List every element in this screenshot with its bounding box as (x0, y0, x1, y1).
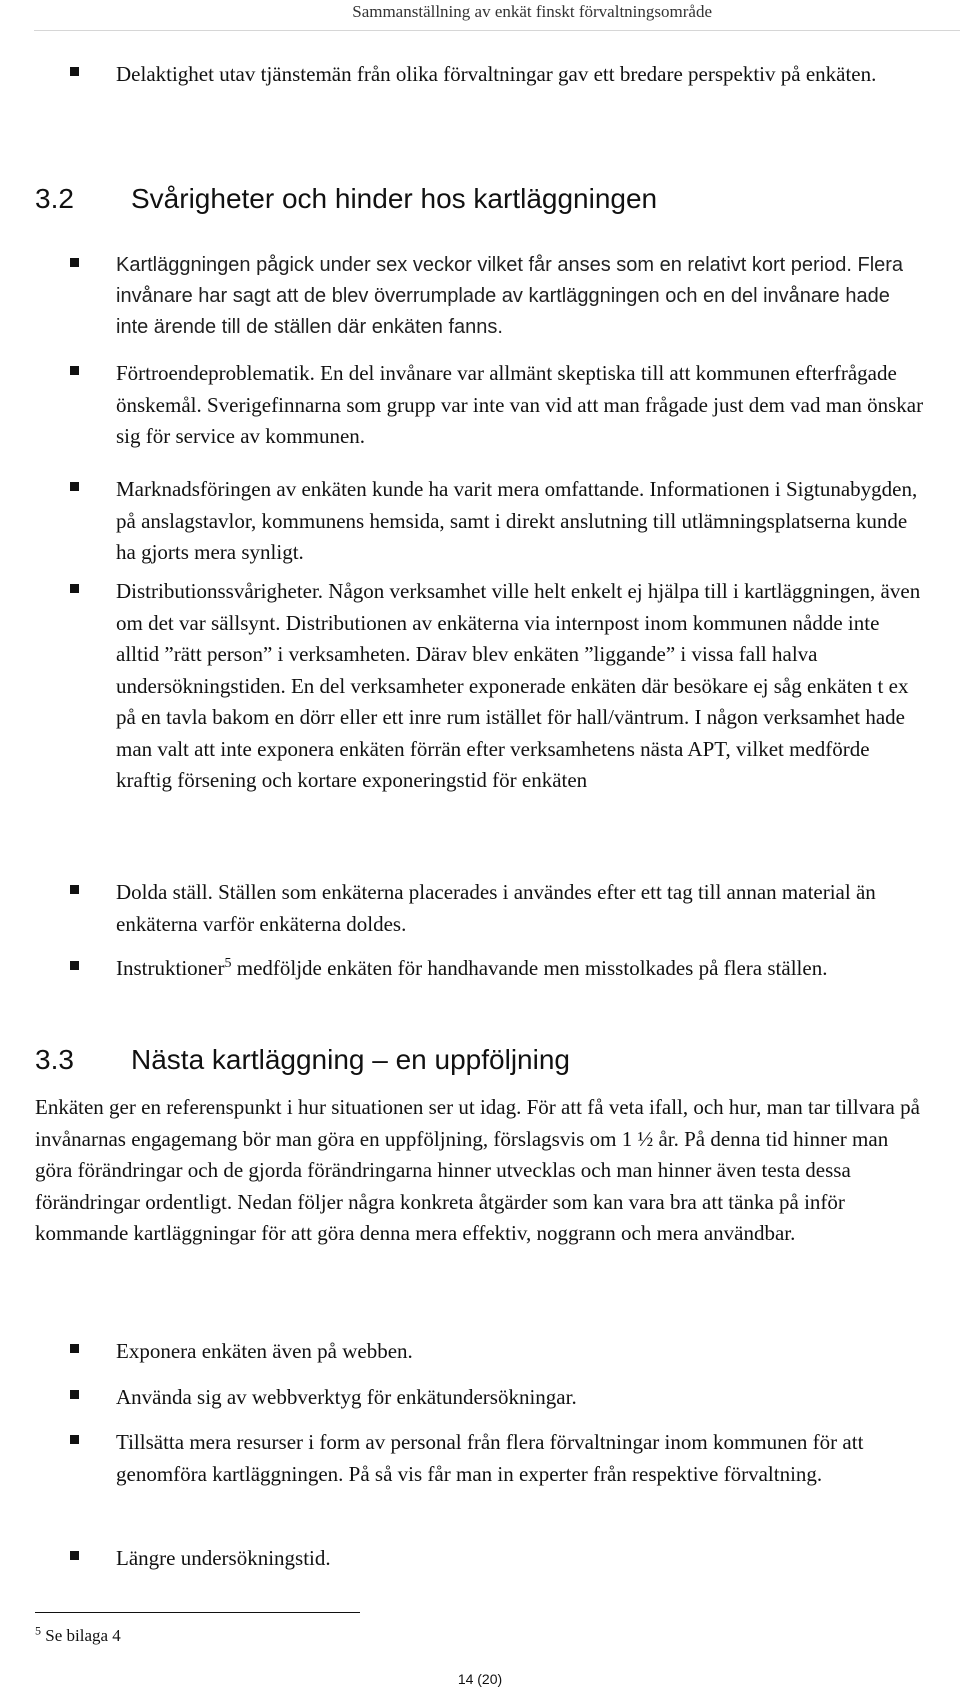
bullet-text-part: Instruktioner (116, 956, 225, 980)
bullet-marker (70, 1390, 79, 1399)
section-number: 3.2 (35, 183, 74, 214)
intro-bullet-text: Delaktighet utav tjänstemän från olika förvaltningar gav ett bredare perspektiv på enkäten. (116, 62, 877, 86)
bullet-marker (70, 482, 79, 491)
bullet-text: Använda sig av webbverktyg för enkätundersökningar. (116, 1385, 577, 1409)
bullet-marker (70, 885, 79, 894)
bullet-marker (70, 1551, 79, 1560)
running-header: Sammanställning av enkät finskt förvaltningsområde (352, 2, 712, 21)
page-number: 14 (20) (457, 1671, 503, 1687)
bullet-text: Marknadsföringen av enkäten kunde ha varit mera omfattande. Informationen i Sigtunabygden, på anslagstavlor, kommunens hemsida, samt i direkt anslutning till utlämningsplatserna kunde ha gjorts mera synligt. (116, 477, 918, 564)
body-paragraph: Enkäten ger en referenspunkt i hur situationen ser ut idag. För att få veta ifall, och hur, man tar tillvara på invånarnas engagemang bör man göra en uppföljning, förslagsvis om 1 ½ år. På denna tid hinner man göra förändringar och de gjorda förändringarna hinner utvecklas och man hinner även testa dessa förändringar ordentligt. Nedan följer några konkreta åtgärder som kan vara bra att tänka på inför kommande kartläggningar för att göra denna mera effektiv, noggrann och mera användbar. (35, 1095, 920, 1245)
header-rule (34, 30, 960, 31)
section-number: 3.3 (35, 1044, 74, 1075)
bullet-marker (70, 961, 79, 970)
bullet-text: Längre undersökningstid. (116, 1546, 331, 1570)
bullet-text: Förtroendeproblematik. En del invånare var allmänt skeptiska till att kommunen efterfrågade önskemål. Sverigefinnarna som grupp var inte van vid att man frågade just dem vad man önskar sig för service av kommunen. (116, 361, 924, 448)
bullet-text: Exponera enkäten även på webben. (116, 1339, 413, 1363)
footnote-number: 5 (35, 1623, 41, 1638)
bullet-marker (70, 1435, 79, 1444)
section-3-3-heading (35, 1042, 570, 1078)
bullet-marker (70, 1344, 79, 1353)
section-title: Svårigheter och hinder hos kartläggningen (131, 183, 658, 214)
bullet-text: Tillsätta mera resurser i form av personal från flera förvaltningar inom kommunen för att genomföra kartläggningen. På så vis får man in experter från respektive förvaltning. (116, 1430, 864, 1486)
section-3-2-heading (35, 181, 657, 217)
footnote (35, 1625, 121, 1647)
bullet-text: Kartläggningen pågick under sex veckor vilket får anses som en relativt kort period. Flera invånare har sagt att de blev överrumplade av kartläggningen och en del invånare hade inte ärende till de ställen där enkäten fanns. (116, 254, 904, 338)
section-title: Nästa kartläggning – en uppföljning (131, 1044, 570, 1075)
bullet-marker (70, 584, 79, 593)
bullet-marker (70, 366, 79, 375)
bullet-text: Distributionssvårigheter. Någon verksamhet ville helt enkelt ej hjälpa till i kartläggningen, även om det var sällsynt. Distributionen av enkäterna via internpost inom kommunen nådde inte alltid ”rätt person” i verksamheten. Därav blev enkäten ”liggande” i vissa fall halva undersökningstiden. En del verksamheter exponerade enkäten där besökare ej såg enkäten t ex på en tavla bakom en dörr eller ett inre rum istället för hall/väntrum. I någon verksamhet hade man valt att inte exponera enkäten förrän efter verksamhetens nästa APT, vilket medförde kraftig försening och kortare exponeringstid för enkäten (116, 579, 921, 792)
bullet-marker (70, 67, 79, 76)
bullet-marker (70, 258, 79, 267)
footnote-reference: 5 (224, 956, 232, 971)
bullet-text-part: medföljde enkäten för handhavande men misstolkades på flera ställen. (231, 956, 828, 980)
bullet-text-with-footnote (116, 953, 926, 985)
footnote-text: Se bilaga 4 (41, 1626, 121, 1645)
footnote-separator (35, 1612, 360, 1613)
bullet-text: Dolda ställ. Ställen som enkäterna placerades i användes efter ett tag till annan material än enkäterna varför enkäterna doldes. (116, 880, 876, 936)
